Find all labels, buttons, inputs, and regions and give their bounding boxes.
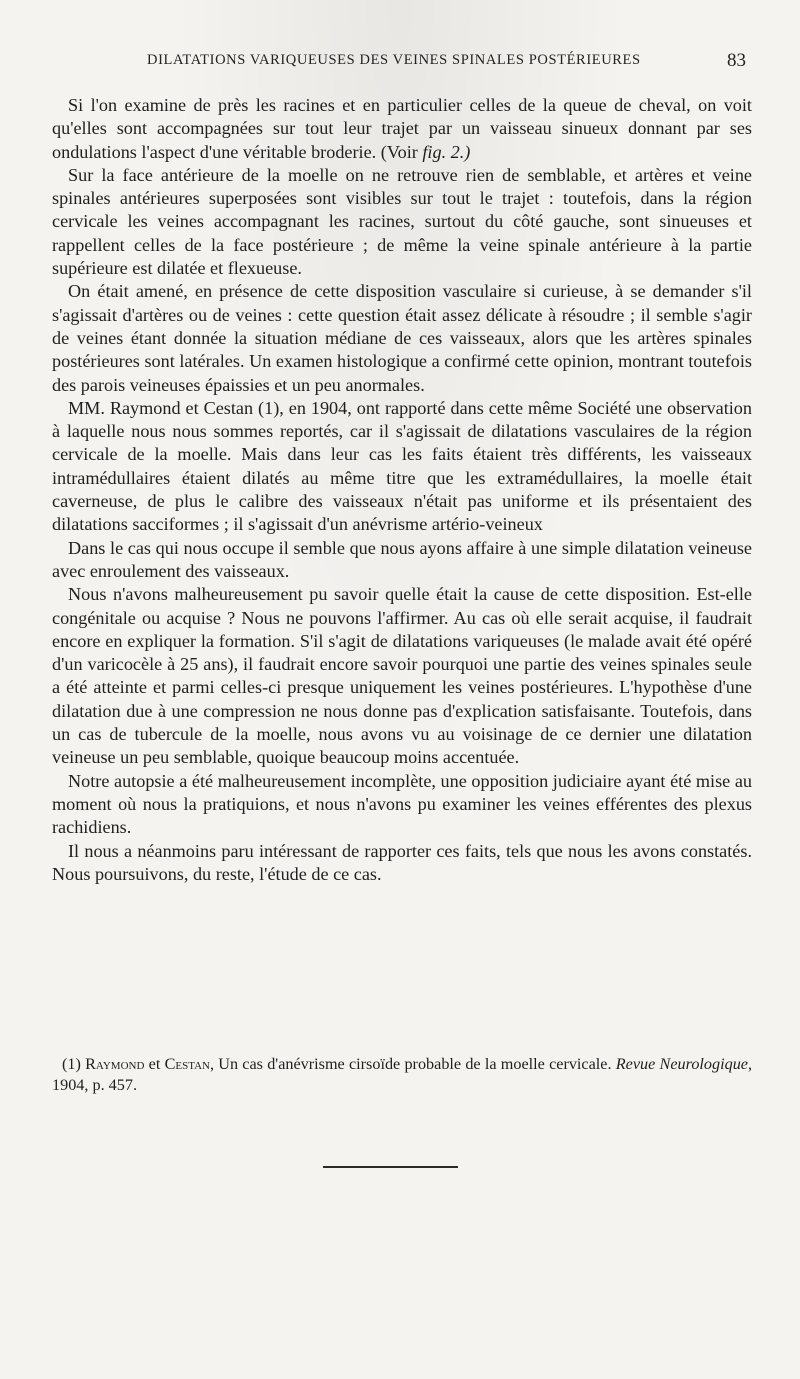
footnote-conjunction: et (148, 1055, 161, 1073)
paragraph-1-text: Si l'on examine de près les racines et en particulier celles de la queue de cheval, on voit qu'elles sont accompagnées sur tout leur trajet par un vaisseau sinueux donnant par ses ondulations l'aspect d'une véritable broderie. (Voir (52, 95, 752, 162)
figure-reference: fig. 2.) (422, 141, 471, 162)
footnote-journal: Revue Neurologique (615, 1055, 748, 1073)
footnote-title: , Un cas d'anévrisme cirsoïde probable de la moelle cervicale. (209, 1055, 612, 1073)
paragraph-6: Nous n'avons malheureusement pu savoir quelle était la cause de cette disposition. Est-elle congénitale ou acquise ? Nous ne pouvons l'affirmer. Au cas où elle serait acquise, il faudrait encore en expliquer la formation. S'il s'agit de dilatations variqueuses (le malade avait été opéré d'un varicocèle à 25 ans), il faudrait encore savoir pourquoi une partie des veines spinales seule a été atteinte et parmi celles-ci presque uniquement les veines postérieures. L'hypothèse d'une dilatation due à une compression ne nous donne pas d'explication satisfaisante. Toutefois, dans un cas de tubercule de la moelle, nous avons vu au voisinage de ce dernier une dilatation veineuse un peu semblable, quoique beaucoup moins accentuée. (52, 584, 752, 768)
page-number: 83 (727, 50, 746, 71)
paragraph-2: Sur la face antérieure de la moelle on ne retrouve rien de semblable, et artères et veine spinales antérieures superposées sont visibles sur tout le trajet : toutefois, dans la région cervicale les veines accompagnant les racines, surtout du côté gauche, sont sinueuses et rappellent celles de la face postérieure ; de même la veine spinale antérieure à la partie supérieure est dilatée et flexueuse. (52, 164, 752, 279)
footnote-marker: (1) (62, 1055, 81, 1073)
footnote-details: , 1904, p. 457. (52, 1055, 753, 1094)
paragraph-8: Il nous a néanmoins paru intéressant de rapporter ces faits, tels que nous les avons constatés. Nous poursuivons, du reste, l'étude de ce cas. (52, 840, 752, 884)
footnote (52, 1054, 752, 1096)
paragraph-3: On était amené, en présence de cette disposition vasculaire si curieuse, à se demander s'il s'agissait d'artères ou de veines : cette question était assez délicate à résoudre ; il semble s'agir de veines étant donnée la situation médiane de ces vaisseaux, alors que les artères spinales postérieures sont latérales. Un examen histologique a confirmé cette opinion, montrant toutefois des parois veineuses épaissies et un peu anormales. (52, 281, 752, 395)
footnote-author-2: Cestan (164, 1055, 210, 1073)
paragraph-4: MM. Raymond et Cestan (1), en 1904, ont rapporté dans cette même Société une observation à laquelle nous nous sommes reportés, car il s'agissait de dilatations vasculaires de la région cervicale de la moelle. Mais dans leur cas les faits étaient très différents, les vaisseaux intramédullaires étaient dilatés au même titre que les extramédullaires, la moelle était caverneuse, de plus le calibre des vaisseaux n'était pas uniforme et ils présentaient des dilatations sacciformes ; il s'agissait d'un anévrisme artério-veineux (52, 397, 752, 535)
paragraph-5: Dans le cas qui nous occupe il semble que nous ayons affaire à une simple dilatation veineuse avec enroulement des vaisseaux. (52, 537, 752, 581)
end-rule (323, 1166, 458, 1168)
body-text (52, 94, 752, 886)
footnote-text (52, 1054, 752, 1096)
paragraph-1 (52, 94, 752, 164)
running-title: DILATATIONS VARIQUEUSES DES VEINES SPINALES POSTÉRIEURES (147, 52, 641, 68)
footnote-author-1: Raymond (85, 1055, 145, 1073)
page-header (0, 50, 800, 74)
paragraph-7: Notre autopsie a été malheureusement incomplète, une opposition judiciaire ayant été mise au moment où nous la pratiquions, et nous n'avons pu examiner les veines efférentes des plexus rachidiens. (52, 770, 752, 838)
